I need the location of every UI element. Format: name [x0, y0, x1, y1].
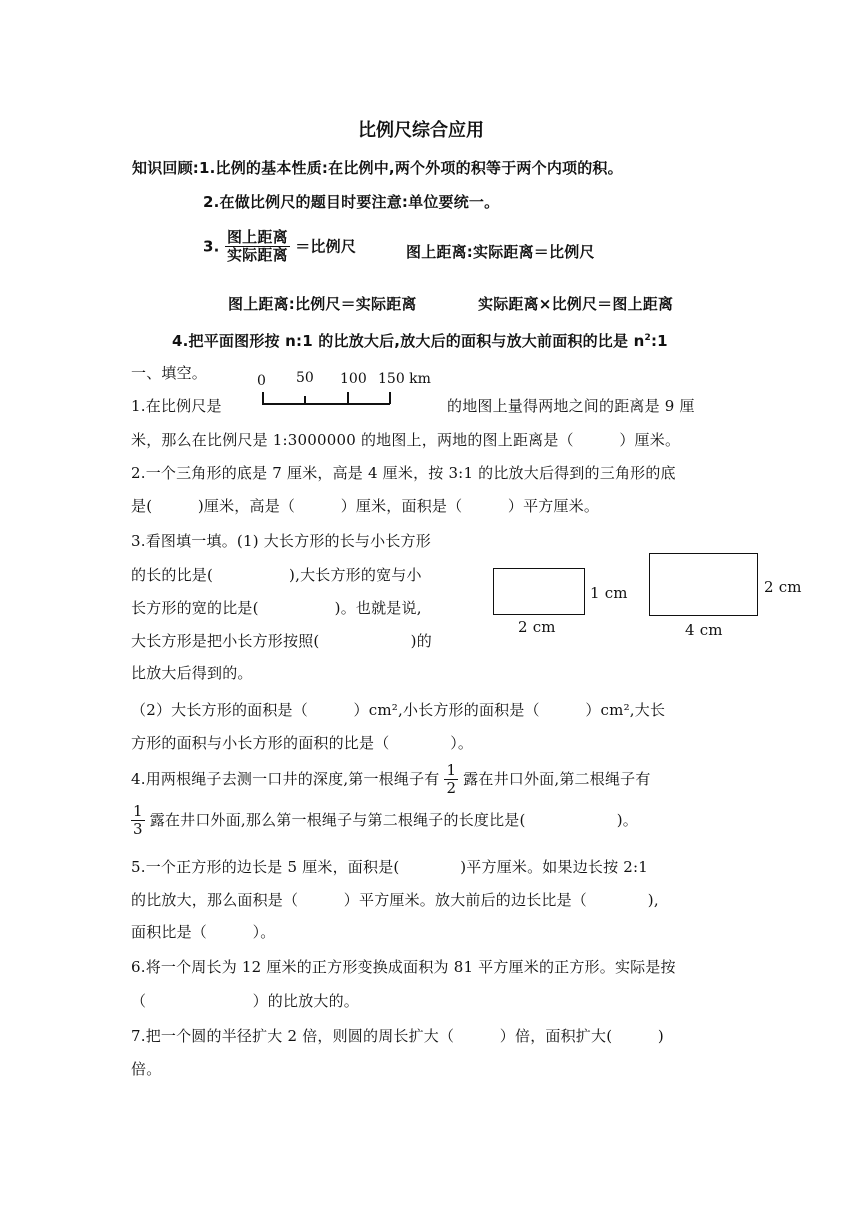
review-line-3-number: 3. [203, 237, 220, 256]
review-line-4a: 图上距离:比例尺＝实际距离 [228, 295, 417, 313]
q3-line-4: 大长方形是把小长方形按照( )的 [131, 632, 432, 650]
q3-line-5: 比放大后得到的。 [131, 664, 253, 682]
fraction-numerator: 1 [133, 802, 143, 820]
q4-line-2 [131, 803, 638, 839]
review-line-3-ratio: 图上距离:实际距离＝比例尺 [406, 243, 595, 261]
small-rect-width-label: 2 cm [518, 618, 556, 636]
review-line-5-tail: :1 [650, 332, 668, 350]
fraction-denominator: 3 [133, 820, 143, 839]
scale-tick [304, 396, 306, 404]
q1-line-2: 米，那么在比例尺是 1:3000000 的地图上，两地的图上距离是（ ）厘米。 [131, 431, 681, 449]
q7-line-1: 7.把一个圆的半径扩大 2 倍，则圆的周长扩大（ ）倍，面积扩大( ) [131, 1027, 664, 1045]
q4-text-c: 露在井口外面,那么第一根绳子与第二根绳子的长度比是( )。 [149, 810, 638, 829]
fraction-denominator: 实际距离 [226, 246, 288, 265]
scale-tick [389, 392, 391, 404]
large-rect-width-label: 4 cm [685, 621, 723, 639]
q2-line-2: 是( )厘米，高是（ ）厘米，面积是（ ）平方厘米。 [131, 497, 600, 515]
q5-line-3: 面积比是（ ）。 [131, 923, 276, 941]
q1-line-1a: 1.在比例尺是 [131, 397, 222, 415]
fraction-numerator: 图上距离 [226, 228, 288, 246]
review-line-2: 2.在做比例尺的题目时要注意:单位要统一。 [203, 193, 500, 211]
fraction-one-half [444, 762, 458, 798]
review-line-3 [203, 229, 356, 265]
section-heading: 一、填空。 [131, 364, 208, 382]
page-title: 比例尺综合应用 [358, 120, 484, 141]
q7-line-2: 倍。 [131, 1060, 162, 1078]
q1-line-1b: 的地图上量得两地之间的距离是 9 厘 [447, 397, 695, 415]
scale-bar-line [262, 403, 390, 405]
small-rectangle [493, 568, 585, 615]
fraction-denominator: 2 [446, 779, 457, 798]
q6-line-1: 6.将一个周长为 12 厘米的正方形变换成面积为 81 平方厘米的正方形。实际是按 [131, 958, 676, 976]
scale-tick [262, 392, 264, 404]
q6-line-2: （ ）的比放大的。 [131, 992, 360, 1010]
fraction-numerator: 1 [446, 761, 457, 779]
review-line-5-text: 4.把平面图形按 n:1 的比放大后,放大后的面积与放大前面积的比是 n [172, 332, 645, 350]
review-line-5 [172, 330, 668, 351]
large-rectangle [649, 553, 758, 616]
review-line-4b: 实际距离×比例尺＝图上距离 [478, 295, 674, 313]
distance-ratio-fraction [225, 229, 290, 265]
scale-label-50: 50 [296, 370, 314, 386]
small-rect-height-label: 1 cm [590, 584, 628, 602]
q4-line-1 [131, 762, 651, 798]
q3-part2-line-2: 方形的面积与小长方形的面积的比是（ ）。 [131, 734, 474, 752]
q2-line-1: 2.一个三角形的底是 7 厘米，高是 4 厘米，按 3:1 的比放大后得到的三角形的底 [131, 464, 676, 482]
q3-line-1: 3.看图填一填。(1) 大长方形的长与小长方形 [131, 532, 431, 550]
scale-label-0: 0 [257, 373, 266, 389]
q5-line-2: 的比放大，那么面积是（ ）平方厘米。放大前后的边长比是（ ), [131, 891, 659, 909]
fraction-one-third [131, 803, 145, 839]
q5-line-1: 5.一个正方形的边长是 5 厘米，面积是( )平方厘米。如果边长按 2:1 [131, 858, 649, 876]
review-line-3-equation: ＝比例尺 [295, 237, 357, 256]
q3-line-3: 长方形的宽的比是( )。也就是说, [131, 599, 422, 617]
scale-tick [347, 392, 349, 404]
q3-line-2: 的长的比是( ),大长方形的宽与小 [131, 566, 422, 584]
q3-part2-line-1: （2）大长方形的面积是（ ）cm²,小长方形的面积是（ ）cm²,大长 [131, 701, 666, 719]
q4-text-b: 露在井口外面,第二根绳子有 [463, 769, 651, 788]
scale-label-100: 100 [340, 371, 367, 387]
scale-label-150km: 150 km [378, 371, 431, 387]
q4-text-a: 4.用两根绳子去测一口井的深度,第一根绳子有 [131, 769, 440, 788]
superscript-two: 2 [644, 333, 651, 343]
review-line-1: 知识回顾:1.比例的基本性质:在比例中,两个外项的积等于两个内项的积。 [132, 159, 623, 177]
large-rect-height-label: 2 cm [764, 578, 802, 596]
